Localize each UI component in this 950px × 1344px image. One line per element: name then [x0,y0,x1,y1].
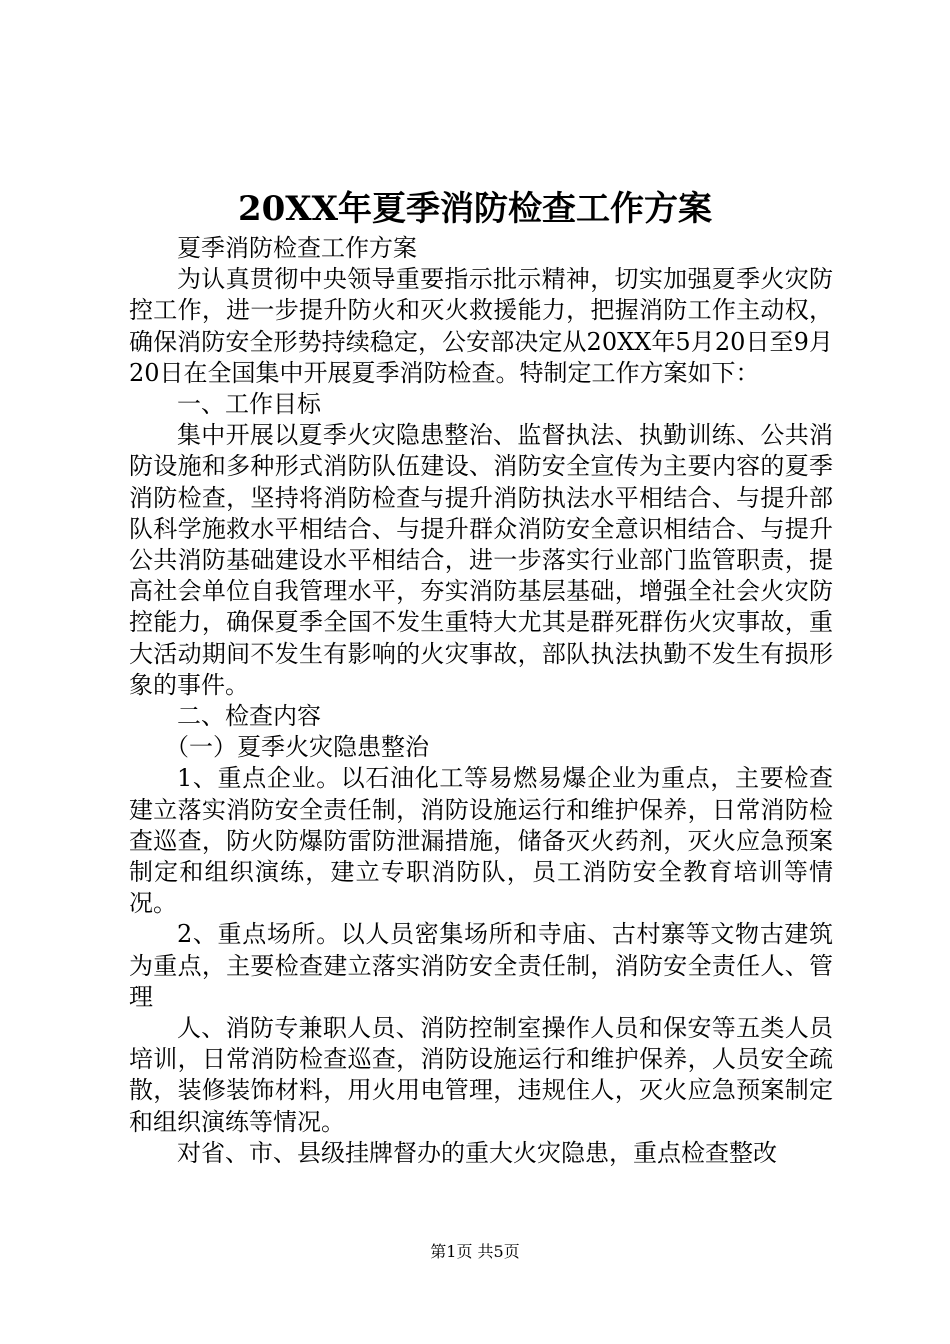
paragraph-supervised-hazards: 对省、市、县级挂牌督办的重大火灾隐患，重点检查整改 [177,1138,777,1167]
paragraph-work-goal: 集中开展以夏季火灾隐患整治、监督执法、执勤训练、公共消防设施和多种形式消防队伍建设、消防安全宣传为主要内容的夏季消防检查，坚持将消防检查与提升消防执法水平相结合、与提升部队科学施救水平相结合、与提升群众消防安全意识相结合、与提升公共消防基础建设水平相结合，进一步落实行业部门监管职责，提高社会单位自我管理水平，夯实消防基层基础，增强全社会火灾防控能力，确保夏季全国不发生重特大尤其是群死群伤火灾事故，重大活动期间不发生有影响的火灾事故，部队执法执勤不发生有损形象的事件。 [129,421,833,699]
subheading-hazard-rectification: （一）夏季火灾隐患整治 [165,733,429,762]
document-body [129,233,833,1169]
document-title: 20XX年夏季消防检查工作方案 [237,189,713,229]
paragraph-personnel-training: 人、消防专兼职人员、消防控制室操作人员和保安等五类人员培训，日常消防检查巡查，消防设施运行和维护保养，人员安全疏散，装修装饰材料，用火用电管理，违规住人，灭火应急预案制定和组织演练等情况。 [129,1014,833,1136]
paragraph-key-venues: 2、重点场所。以人员密集场所和寺庙、古村寨等文物古建筑为重点，主要检查建立落实消防安全责任制，消防安全责任人、管理 [129,920,833,1011]
paragraph-intro: 为认真贯彻中央领导重要指示批示精神，切实加强夏季火灾防控工作，进一步提升防火和灭火救援能力，把握消防工作主动权，确保消防安全形势持续稳定，公安部决定从20XX年5月20日至9月20日在全国集中开展夏季消防检查。特制定工作方案如下： [129,265,833,387]
paragraph-key-enterprises: 1、重点企业。以石油化工等易燃易爆企业为重点，主要检查建立落实消防安全责任制，消防设施运行和维护保养，日常消防检查巡查，防火防爆防雷防泄漏措施，储备灭火药剂，灭火应急预案制定和组织演练，建立专职消防队，员工消防安全教育培训等情况。 [129,764,833,918]
heading-check-content: 二、检查内容 [177,702,321,731]
heading-work-goal: 一、工作目标 [177,390,321,419]
paragraph-subtitle: 夏季消防检查工作方案 [177,234,417,262]
page-footer: 第1页 共5页 [430,1242,520,1261]
